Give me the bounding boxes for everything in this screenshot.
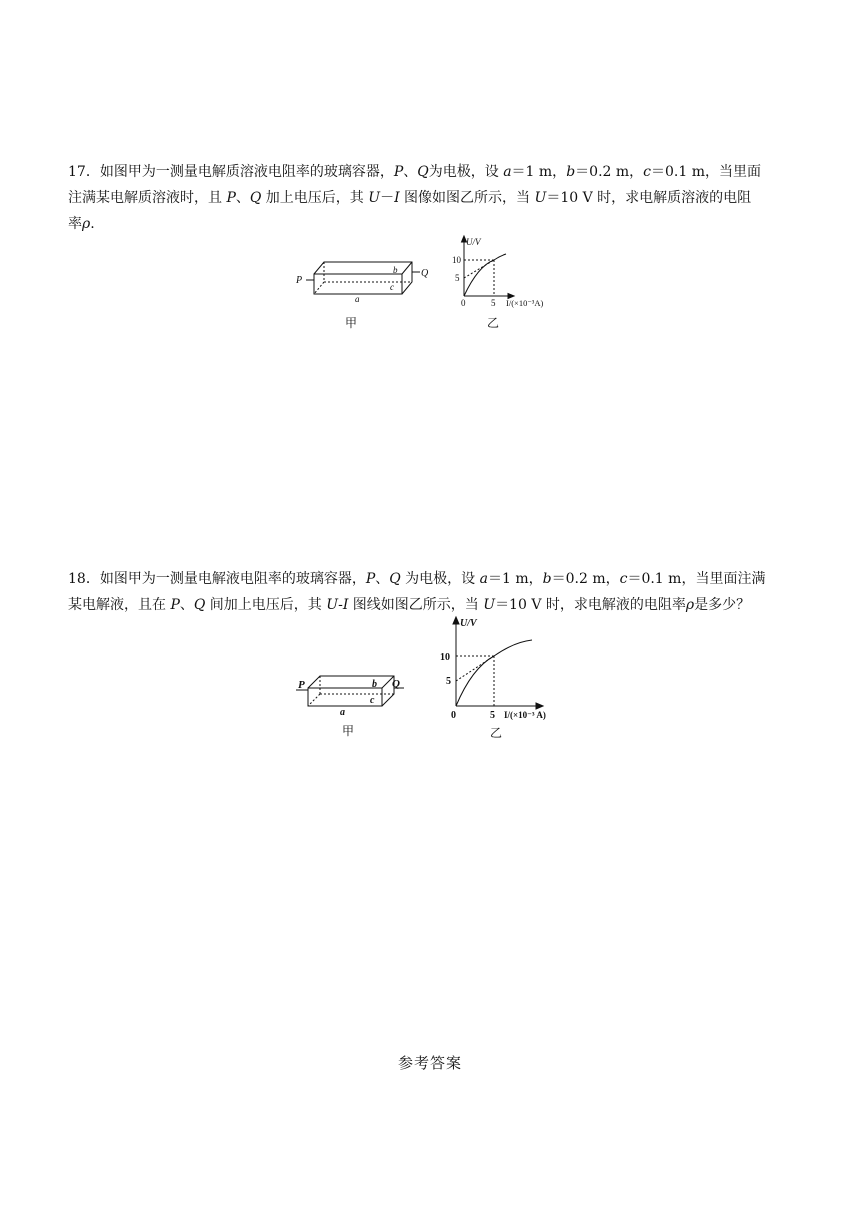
math-variable: I [394,190,400,206]
y-axis-label: U/V [466,237,481,247]
q18-figure-ui-graph [436,614,566,724]
text-run: 率 [68,216,82,232]
text-run: 间加上电压后，其 [205,597,327,613]
math-variable: c [619,571,628,587]
text-run: 为电极，设 [400,571,480,587]
math-variable: c [643,164,651,180]
text-run: 加上电压后，其 [261,190,369,206]
text-run: 、 [375,571,390,587]
y-tick-5: 5 [455,273,460,283]
q17-figure-container-box [290,252,430,302]
box-hidden-edges [308,676,394,706]
answer-section-title: 参考答案 [397,1054,462,1072]
label-p: P [296,275,303,286]
label-q: Q [392,678,400,690]
x-tick-5: 5 [490,710,495,721]
math-variable: U [368,190,381,206]
question-text [100,571,766,587]
box-edge [402,262,412,274]
math-variable: ρ [685,597,695,613]
text-run: ＝10 V 时，求电解质溶液的电阻 [546,190,752,206]
question-17-line-1 [68,159,796,185]
text-run: 是多少？ [694,597,751,613]
text-run: ＝1 m， [488,571,543,587]
x-axis-arrow [536,703,543,709]
label-c: c [370,695,375,706]
label-c: c [390,282,394,292]
q17-caption-yi: 乙 [487,316,500,330]
question-17-line-3 [68,211,796,237]
question-18-line-1 [68,566,796,592]
math-variable: b [542,571,552,587]
text-run: 某电解液，且在 [68,597,171,613]
math-variable: a [479,571,488,587]
text-run: ＝0.2 m， [551,571,620,587]
math-variable: ρ [82,216,91,232]
math-variable: a [503,164,512,180]
origin-label: 0 [461,298,466,308]
text-run: 注满某电解质溶液时，且 [68,190,227,206]
text-run: 图线如图乙所示，当 [348,597,484,613]
guide-lines [464,260,494,296]
math-variable: Q [417,164,429,180]
box-front-face [314,274,402,294]
x-tick-5: 5 [491,298,496,308]
label-a: a [355,294,360,302]
question-text [100,164,761,180]
question-number: 18． [68,571,100,587]
text-run: － [380,190,395,206]
q18-caption-jia: 甲 [342,724,355,738]
text-run: 如图甲为一测量电解质溶液电阻率的玻璃容器， [99,164,394,180]
text-run: ＝10 V 时，求电解液的电阻率 [495,597,686,613]
text-run: 、 [235,190,250,206]
question-number: 17． [68,164,100,180]
text-run: ＝1 m， [511,164,567,180]
text-run: ＝0.2 m， [575,164,644,180]
container-box-diagram [290,668,410,718]
math-variable: Q [249,190,262,206]
y-axis-label: U/V [460,618,477,629]
math-variable: I [342,597,349,613]
text-run: 如图甲为一测量电解液电阻率的玻璃容器， [99,571,366,587]
label-b: b [372,679,377,690]
label-b: b [393,265,398,275]
math-variable: U [326,597,339,613]
text-run: 图像如图乙所示，当 [399,190,535,206]
math-variable: P [365,571,376,587]
guide-lines [456,656,494,706]
question-18 [68,566,796,618]
box-top-right-edges [308,676,394,706]
text-run: 、 [179,597,194,613]
y-tick-10: 10 [440,652,450,663]
math-variable: b [566,164,576,180]
question-17-line-2 [68,185,796,211]
q18-figure-container-box [290,668,410,718]
label-p: P [298,679,305,691]
text-run: ＝0.1 m，当里面 [651,164,761,180]
text-run: - [338,597,343,613]
ui-graph [444,232,570,312]
origin-label: 0 [451,710,456,721]
math-variable: U [483,597,496,613]
math-variable: P [226,190,236,206]
container-box-diagram [290,252,430,302]
question-17 [68,159,796,237]
math-variable: U [534,190,547,206]
math-variable: P [170,597,180,613]
math-variable: Q [193,597,206,613]
label-a: a [340,707,345,718]
x-axis-label: I/(×10⁻³ A) [504,710,546,720]
q18-caption-yi: 乙 [490,726,503,740]
text-run: 、 [403,164,418,180]
q17-figure-ui-graph [444,232,570,312]
x-axis-label: I/(×10⁻³A) [506,298,544,308]
y-tick-10: 10 [452,255,461,265]
text-run: 为电极，设 [428,164,504,180]
math-variable: P [393,164,404,180]
y-tick-5: 5 [446,676,451,687]
ui-graph [436,614,566,724]
q17-caption-jia: 甲 [345,316,358,330]
y-axis-arrow [453,617,459,624]
label-q: Q [421,268,429,279]
text-run: ＝0.1 m，当里面注满 [627,571,766,587]
question-18-line-2 [68,592,796,618]
math-variable: Q [389,571,401,587]
text-run: . [90,216,95,232]
